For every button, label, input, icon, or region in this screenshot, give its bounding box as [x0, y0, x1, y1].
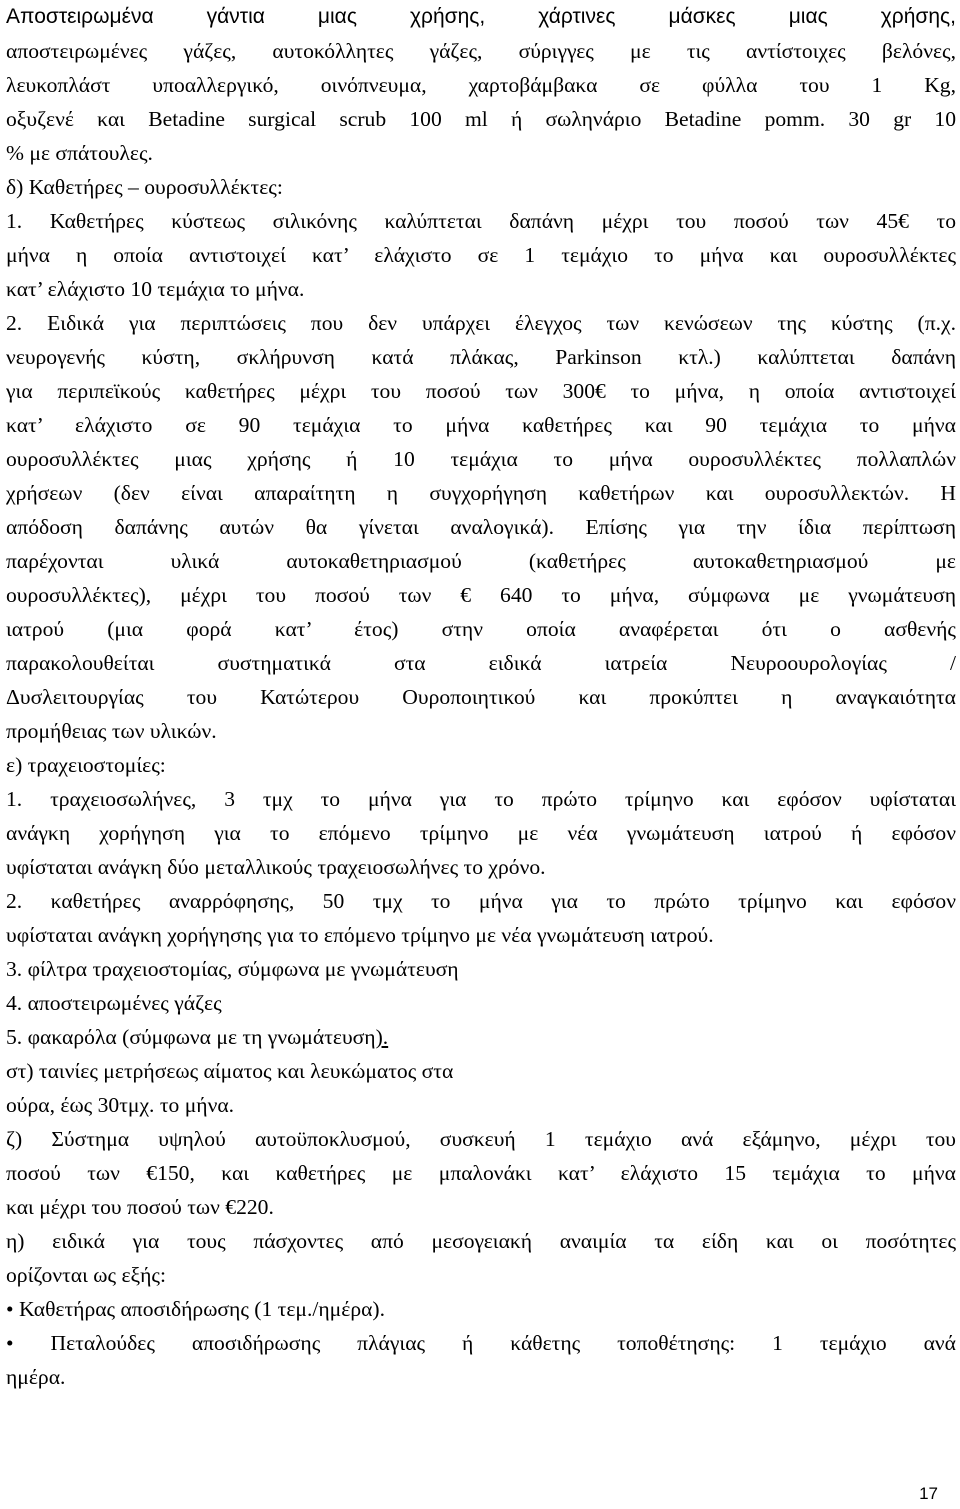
text-line: μήνα η οποία αντιστοιχεί κατ’ ελάχιστο σε 1 τεμάχιο το μήνα και ουροσυλλέκτες	[6, 243, 956, 267]
text-line: απόδοση δαπάνης αυτών θα γίνεται αναλογικά). Επίσης για την ίδια περίπτωση	[6, 515, 956, 539]
section-heading-i: η) ειδικά για τους πάσχοντες από μεσογειακή αναιμία τα είδη και οι ποσότητες	[6, 1229, 956, 1253]
document-page	[6, 0, 956, 1394]
bullet-item: • Καθετήρας αποσιδήρωσης (1 τεμ./ημέρα).	[6, 1297, 386, 1321]
text-line: 2. καθετήρες αναρρόφησης, 50 τμχ το μήνα για το πρώτο τρίμηνο και εφόσον	[6, 889, 956, 913]
text-line	[6, 1020, 956, 1054]
text-line: 4. αποστειρωμένες γάζες	[6, 991, 222, 1015]
text-line: ιατρού (μια φορά κατ’ έτος) στην οποία αναφέρεται ότι ο ασθενής	[6, 617, 956, 641]
text-line: υφίσταται ανάγκη χορήγησης για το επόμενο τρίμηνο με νέα γνωμάτευση ιατρού.	[6, 923, 714, 947]
text-line: ορίζονται ως εξής:	[6, 1263, 166, 1287]
text-line: ούρα, έως 30τμχ. το μήνα.	[6, 1093, 235, 1117]
text-line: ουροσυλλέκτες μιας χρήσης ή 10 τεμάχια το μήνα ουροσυλλέκτες πολλαπλών	[6, 447, 956, 471]
underlined-fragment: ).	[375, 1025, 389, 1049]
text-line: και μέχρι του ποσού των €220.	[6, 1195, 274, 1219]
section-heading-st: στ) ταινίες μετρήσεως αίματος και λευκώματος στα	[6, 1059, 454, 1083]
text-line: 1. τραχειοσωλήνες, 3 τμχ το μήνα για το πρώτο τρίμηνο και εφόσον υφίσταται	[6, 787, 956, 811]
bullet-item: • Πεταλούδες αποσιδήρωσης πλάγιας ή κάθετης τοποθέτησης: 1 τεμάχιο ανά	[6, 1331, 956, 1355]
text-line: % με σπάτουλες.	[6, 141, 153, 165]
text-line: λευκοπλάστ υποαλλεργικό, οινόπνευμα, χαρτοβάμβακα σε φύλλα του 1 Kg,	[6, 73, 956, 97]
section-heading-d: δ) Καθετήρες – ουροσυλλέκτες:	[6, 175, 283, 199]
page-number: 17	[919, 1484, 938, 1503]
text-fragment: 5. φακαρόλα (σύμφωνα με τη γνωμάτευση	[6, 1025, 376, 1049]
text-line: αποστειρωμένες γάζες, αυτοκόλλητες γάζες, σύριγγες με τις αντίστοιχες βελόνες,	[6, 39, 956, 63]
text-line: ποσού των €150, και καθετήρες με μπαλονάκι κατ’ ελάχιστο 15 τεμάχια το μήνα	[6, 1161, 956, 1185]
text-line: υφίσταται ανάγκη δύο μεταλλικούς τραχειοσωλήνες το χρόνο.	[6, 855, 546, 879]
section-heading-z: ζ) Σύστημα υψηλού αυτοϋποκλυσμού, συσκευή 1 τεμάχιο ανά εξάμηνο, μέχρι του	[6, 1127, 956, 1151]
text-line: παρακολουθείται συστηματικά στα ειδικά ιατρεία Νευροουρολογίας /	[6, 651, 956, 675]
text-line: 1. Καθετήρες κύστεως σιλικόνης καλύπτεται δαπάνη μέχρι του ποσού των 45€ το	[6, 209, 956, 233]
text-line: 3. φίλτρα τραχειοστομίας, σύμφωνα με γνωμάτευση	[6, 957, 459, 981]
section-heading-e: ε) τραχειοστομίες:	[6, 753, 166, 777]
text-line: προμήθειας των υλικών.	[6, 719, 217, 743]
text-line: ανάγκη χορήγηση για το επόμενο τρίμηνο με νέα γνωμάτευση ιατρού ή εφόσον	[6, 821, 956, 845]
text-line: νευρογενής κύστη, σκλήρυνση κατά πλάκας, Parkinson κτλ.) καλύπτεται δαπάνη	[6, 345, 956, 369]
text-line: Αποστειρωμένα γάντια μιας χρήσης, χάρτινες μάσκες μιας χρήσης,	[6, 5, 956, 28]
text-line: Δυσλειτουργίας του Κατώτερου Ουροποιητικού και προκύπτει η αναγκαιότητα	[6, 685, 956, 709]
text-line: για περιπεϊκούς καθετήρες μέχρι του ποσού των 300€ το μήνα, η οποία αντιστοιχεί	[6, 379, 956, 403]
text-line: οξυζενέ και Betadine surgical scrub 100 ml ή σωληνάριο Betadine pomm. 30 gr 10	[6, 107, 956, 131]
text-line: κατ’ ελάχιστο 10 τεμάχια το μήνα.	[6, 277, 305, 301]
text-line: 2. Ειδικά για περιπτώσεις που δεν υπάρχει έλεγχος των κενώσεων της κύστης (π.χ.	[6, 311, 956, 335]
text-line: χρήσεων (δεν είναι απαραίτητη η συγχορήγηση καθετήρων και ουροσυλλεκτών. Η	[6, 481, 956, 505]
text-line: κατ’ ελάχιστο σε 90 τεμάχια το μήνα καθετήρες και 90 τεμάχια το μήνα	[6, 413, 956, 437]
text-line: παρέχονται υλικά αυτοκαθετηριασμού (καθετήρες αυτοκαθετηριασμού με	[6, 549, 956, 573]
text-line: ουροσυλλέκτες), μέχρι του ποσού των € 640 το μήνα, σύμφωνα με γνωμάτευση	[6, 583, 956, 607]
text-line: ημέρα.	[6, 1365, 66, 1389]
